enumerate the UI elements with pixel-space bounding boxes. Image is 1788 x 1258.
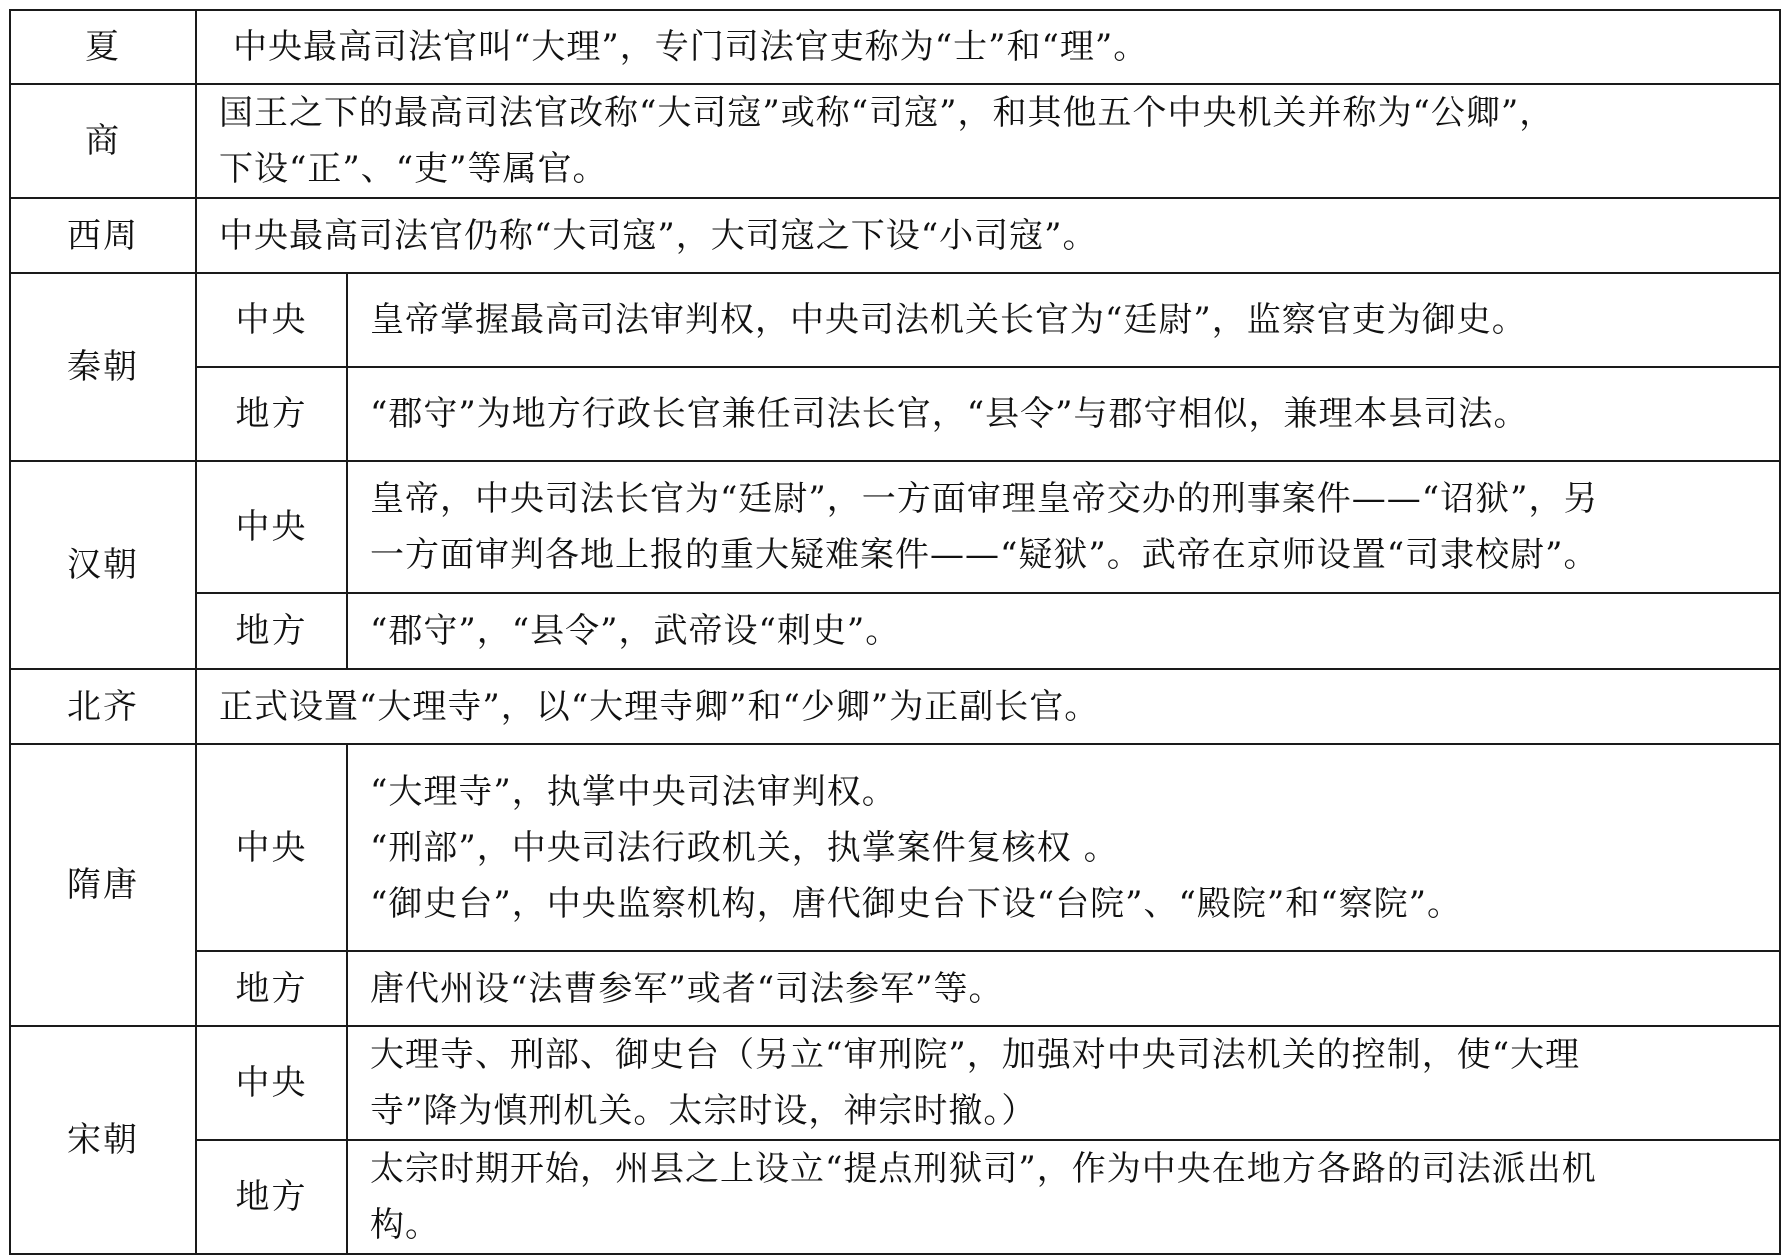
text-line: 中央最高司法官叫“大理”，专门司法官吏称为“士”和“理”。 — [233, 27, 1149, 67]
text-line: 中央最高司法官仍称“大司寇”，大司寇之下设“小司寇”。 — [219, 215, 1098, 256]
level-label-central: 中央 — [196, 744, 347, 951]
description-cell — [196, 198, 1780, 273]
table-row-qin-central — [10, 273, 1780, 367]
table-row-han-central — [10, 461, 1780, 593]
description-cell — [347, 367, 1780, 461]
text-line: 太宗时期开始，州县之上设立“提点刑狱司”，作为中央在地方各路的司法派出机 — [370, 1149, 1597, 1189]
level-label-central: 中央 — [196, 1026, 347, 1140]
text-line: 一方面审判各地上报的重大疑难案件——“疑狱”。武帝在京师设置“司隶校尉”。 — [370, 535, 1599, 575]
table-row-han-local — [10, 593, 1780, 669]
level-label-local: 地方 — [196, 951, 347, 1026]
description-cell — [347, 951, 1780, 1026]
text-line: “大理寺”，执掌中央司法审判权。 — [370, 771, 897, 812]
level-label-local: 地方 — [196, 593, 347, 669]
dynasty-cell: 隋唐 — [10, 744, 196, 1026]
dynasty-cell: 汉朝 — [10, 461, 196, 669]
dynasty-cell: 商 — [10, 84, 196, 198]
table-row-shang — [10, 84, 1780, 198]
description-cell — [196, 669, 1780, 744]
description-cell — [347, 1026, 1780, 1140]
description-cell — [347, 593, 1780, 669]
text-line: 构。 — [370, 1205, 440, 1245]
table-row-suitang-local — [10, 951, 1780, 1026]
text-line: 大理寺、刑部、御史台（另立“审刑院”，加强对中央司法机关的控制，使“大理 — [370, 1035, 1581, 1075]
text-line: “刑部”，中央司法行政机关，执掌案件复核权 。 — [370, 827, 1119, 868]
dynasty-cell: 秦朝 — [10, 273, 196, 461]
description-cell — [347, 744, 1780, 951]
table-row-beiqi — [10, 669, 1780, 744]
level-label-central: 中央 — [196, 461, 347, 593]
dynasty-cell: 夏 — [10, 10, 196, 84]
level-label-local: 地方 — [196, 367, 347, 461]
table-row-qin-local — [10, 367, 1780, 461]
table-row-xia — [10, 10, 1780, 84]
text-line: 寺”降为慎刑机关。太宗时设，神宗时撤。） — [370, 1091, 1037, 1131]
text-line: 皇帝，中央司法长官为“廷尉”，一方面审理皇帝交办的刑事案件——“诏狱”，另 — [370, 479, 1599, 519]
text-line: “郡守”，“县令”，武帝设“刺史”。 — [370, 611, 901, 651]
level-label-central: 中央 — [196, 273, 347, 367]
text-line: “郡守”为地方行政长官兼任司法长官，“县令”与郡守相似，兼理本县司法。 — [370, 394, 1529, 434]
description-cell — [196, 10, 1780, 84]
text-line: 唐代州设“法曹参军”或者“司法参军”等。 — [370, 968, 1004, 1009]
description-cell — [347, 1140, 1780, 1254]
table-row-song-central — [10, 1026, 1780, 1140]
text-line: 下设“正”、“吏”等属官。 — [219, 149, 608, 189]
dynasty-cell: 宋朝 — [10, 1026, 196, 1254]
table-row-xizhou — [10, 198, 1780, 273]
description-cell — [347, 461, 1780, 593]
description-cell — [196, 84, 1780, 198]
description-cell — [347, 273, 1780, 367]
text-line: 国王之下的最高司法官改称“大司寇”或称“司寇”，和其他五个中央机关并称为“公卿”， — [219, 93, 1555, 133]
table-row-suitang-central — [10, 744, 1780, 951]
table-row-song-local — [10, 1140, 1780, 1254]
level-label-local: 地方 — [196, 1140, 347, 1254]
text-line: 皇帝掌握最高司法审判权，中央司法机关长官为“廷尉”，监察官吏为御史。 — [370, 300, 1527, 340]
text-line: 正式设置“大理寺”，以“大理寺卿”和“少卿”为正副长官。 — [219, 686, 1100, 727]
dynasty-cell: 北齐 — [10, 669, 196, 744]
text-line: “御史台”，中央监察机构，唐代御史台下设“台院”、“殿院”和“察院”。 — [370, 883, 1463, 924]
judicial-officials-table — [9, 9, 1781, 1255]
dynasty-cell: 西周 — [10, 198, 196, 273]
